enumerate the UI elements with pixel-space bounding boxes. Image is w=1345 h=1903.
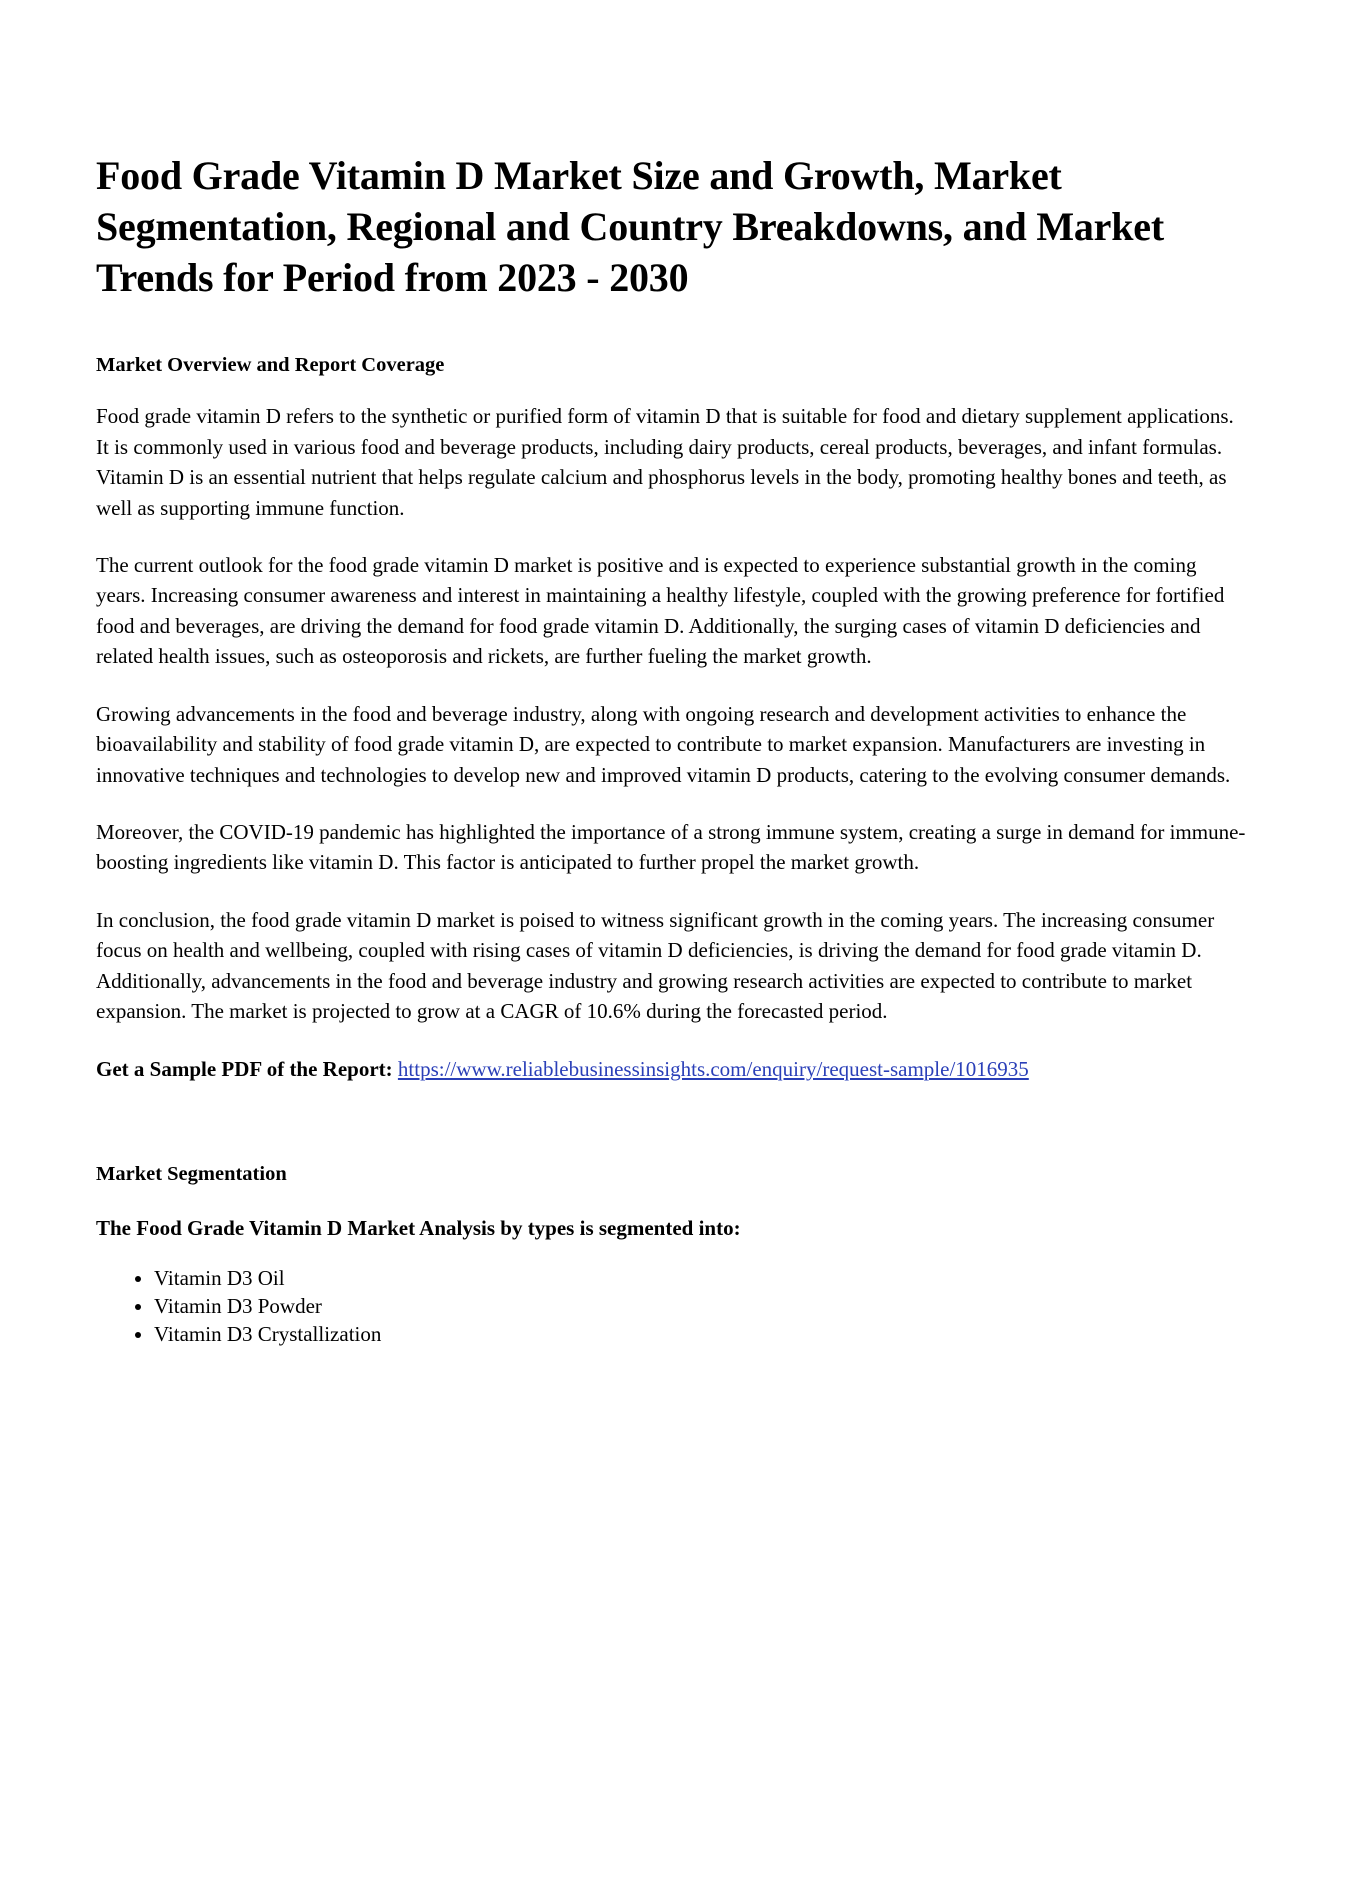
paragraph-advancements: Growing advancements in the food and beverage industry, along with ongoing research and development activities to enhance the bioavailability and stability of food grade vitamin D, are expected to contribute to market expansion. Manufacturers are investing in innovative techniques and technologies to develop new and improved vitamin D products, catering to the evolving consumer demands.: [96, 701, 1231, 787]
page-title: Food Grade Vitamin D Market Size and Growth, Market Segmentation, Regional and Country Breakdowns, and Market Trends for Period from 2023 - 2030: [96, 153, 1164, 301]
paragraph-outlook: The current outlook for the food grade vitamin D market is positive and is expected to experience substantial growth in the coming years. Increasing consumer awareness and interest in maintaining a healthy lifestyle, coupled with the growing preference for fortified food and beverages, are driving the demand for food grade vitamin D. Additionally, the surging cases of vitamin D deficiencies and related health issues, such as osteoporosis and rickets, are further fueling the market growth.: [96, 552, 1225, 669]
sample-pdf-label: Get a Sample PDF of the Report:: [96, 1056, 393, 1081]
section-spacer: [96, 1111, 1249, 1163]
sample-pdf-link[interactable]: https://www.reliablebusinessinsights.com/enquiry/request-sample/1016935: [397, 1056, 1029, 1081]
paragraph-conclusion: In conclusion, the food grade vitamin D market is poised to witness significant growth in the coming years. The increasing consumer focus on health and wellbeing, coupled with rising cases of vitamin D deficiencies, is driving the demand for food grade vitamin D. Additionally, advancements in the food and beverage industry and growing research activities are expected to contribute to market expansion. The market is projected to grow at a CAGR of 10.6% during the forecasted period.: [96, 907, 1215, 1024]
segmentation-subheading: The Food Grade Vitamin D Market Analysis by types is segmented into:: [96, 1216, 741, 1241]
list-item: • Vitamin D3 Oil: [154, 1265, 1249, 1293]
paragraph-covid: Moreover, the COVID-19 pandemic has highlighted the importance of a strong immune system, creating a surge in demand for immune-boosting ingredients like vitamin D. This factor is anticipated to further propel the market growth.: [96, 820, 1246, 875]
list-item: • Vitamin D3 Powder: [154, 1293, 1249, 1321]
segmentation-type-list: [96, 1265, 1249, 1349]
section-heading-market-overview: Market Overview and Report Coverage: [96, 353, 445, 376]
sample-pdf-line: [96, 1054, 1249, 1084]
list-item: • Vitamin D3 Crystallization: [154, 1321, 1249, 1349]
paragraph-definition: Food grade vitamin D refers to the synthetic or purified form of vitamin D that is suitable for food and dietary supplement applications. It is commonly used in various food and beverage products, including dairy products, cereal products, beverages, and infant formulas. Vitamin D is an essential nutrient that helps regulate calcium and phosphorus levels in the body, promoting healthy bones and teeth, as well as supporting immune function.: [96, 404, 1234, 520]
section-heading-market-segmentation: Market Segmentation: [96, 1163, 287, 1186]
